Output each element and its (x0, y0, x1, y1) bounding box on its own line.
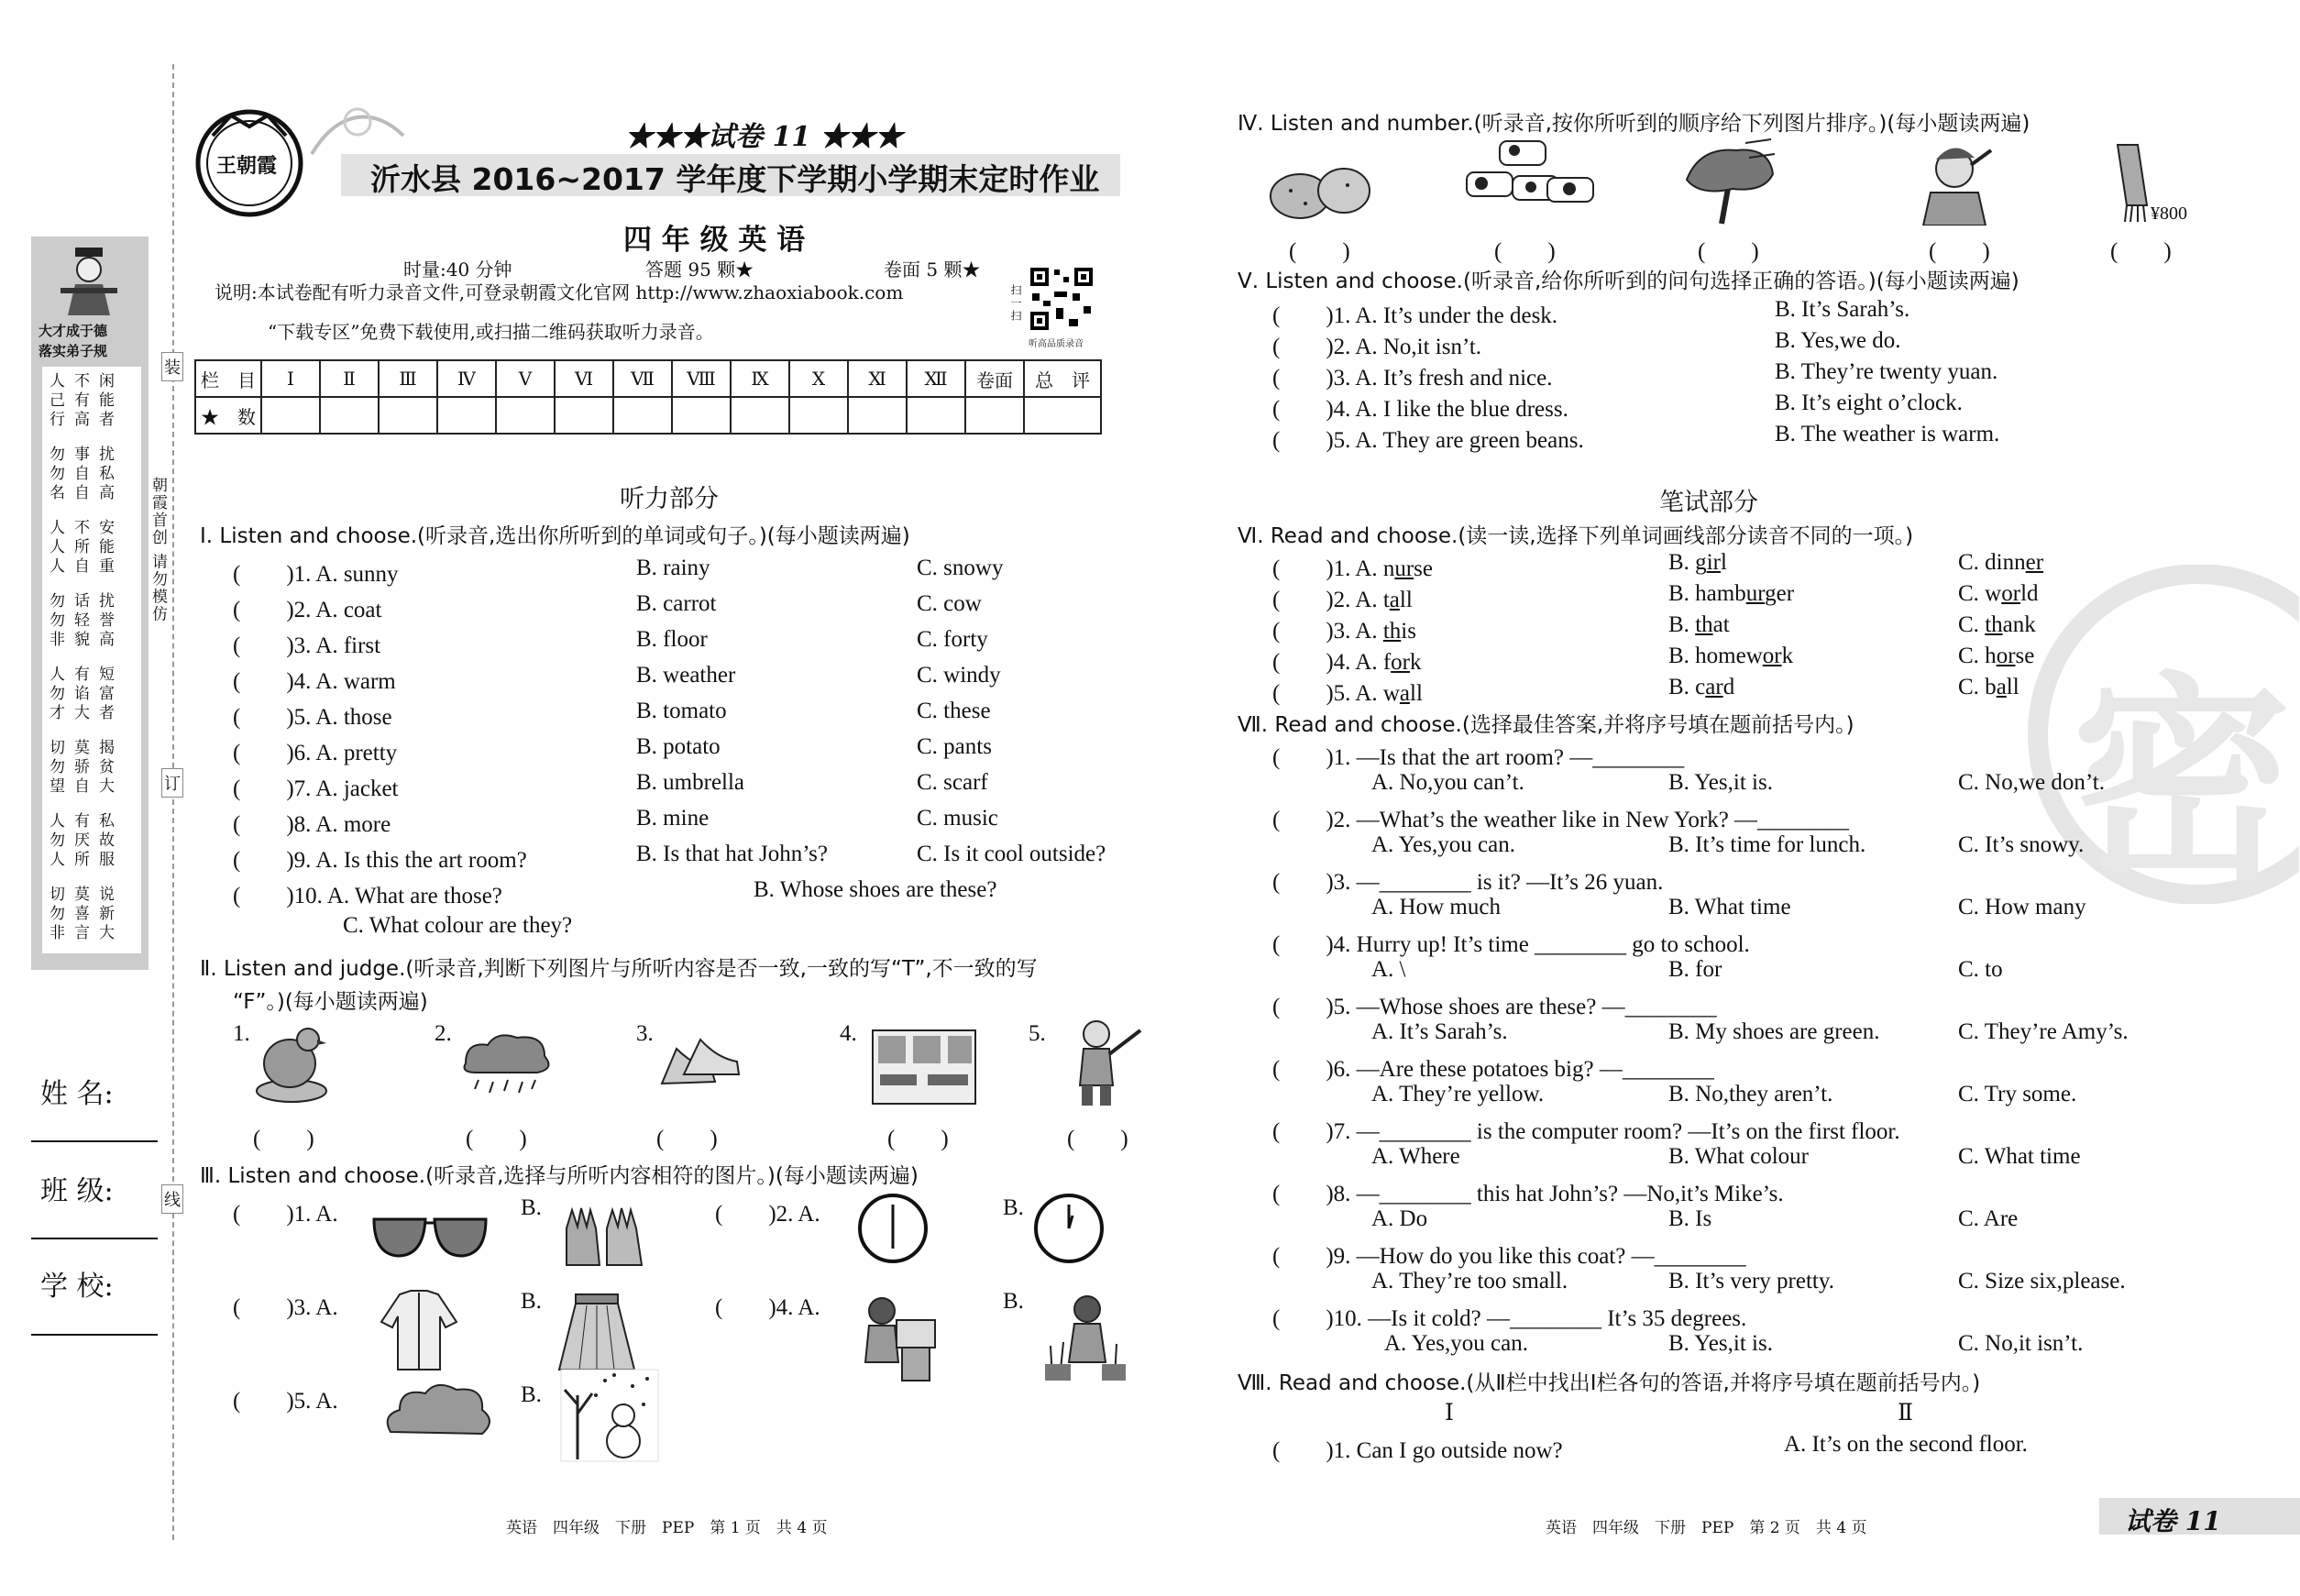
s1-item-7-c: C. scarf (917, 770, 988, 795)
neatness-stars: 卷面 5 颗★ (884, 259, 981, 281)
s1-item-3-b: B. floor (636, 627, 708, 652)
score-col: 卷面 (965, 360, 1024, 397)
s6-5a-under: a (1399, 681, 1410, 706)
s1-item-8-b: B. mine (636, 806, 710, 831)
s6-2c-under: or (2001, 581, 2021, 606)
s5-item-5-a: ( )5. A. They are green beans. (1272, 428, 1584, 453)
s7-q6-c: C. Try some. (1958, 1082, 2077, 1106)
s6-item-5-num: ( )5. A. (1272, 681, 1383, 706)
s6-item-3-num: ( )3. A. (1272, 619, 1383, 644)
s6-4a-pre: f (1382, 650, 1392, 675)
s1-item-9-a: ( )9. A. Is this the art room? (233, 848, 527, 873)
s7-q8-c: C. Are (1958, 1206, 2019, 1231)
score-col: Ⅶ (613, 360, 672, 397)
s1-item-7-a: ( )7. A. jacket (233, 776, 399, 801)
s6-1a-pre: n (1382, 556, 1395, 581)
s1-item-5-c: C. these (917, 699, 991, 723)
s6-item-4-b (1668, 644, 1793, 669)
score-value-row (195, 397, 1101, 434)
s7-q1-a: A. No,you can’t. (1371, 770, 1524, 795)
seal-xian: 线 (161, 1184, 183, 1214)
gloves-picture (559, 1201, 651, 1274)
s4-paren-1[interactable]: ( ) (1289, 239, 1350, 264)
s2-num-4: 4. (840, 1021, 857, 1046)
s6-2c-post: ld (2020, 581, 2039, 606)
s6-item-2-c (1958, 581, 2039, 607)
watermark-text: 密 (2072, 652, 2293, 910)
boy-waving-picture (1063, 1016, 1146, 1111)
score-cell[interactable] (613, 397, 672, 434)
section-5-title: Ⅴ. Listen and choose.(听录音,给你所听到的问句选择正确的答语。)(每小题读两遍) (1238, 270, 2019, 293)
s7-q9-c: C. Size six,please. (1958, 1269, 2126, 1293)
s1-item-4-b: B. weather (636, 663, 736, 688)
score-col: Ⅸ (731, 360, 789, 397)
written-heading: 笔试部分 (1659, 489, 1758, 517)
s6-4a-under: or (1391, 650, 1410, 675)
s6-item-1-c (1958, 550, 2043, 576)
proverb-3: 人不安人所能人自重 (50, 519, 124, 576)
s1-item-6-b: B. potato (636, 734, 721, 759)
s7-q6-a: A. They’re yellow. (1371, 1082, 1545, 1106)
hot-boy-picture (1918, 138, 1997, 229)
s5-item-3-a: ( )3. A. It’s fresh and nice. (1272, 366, 1553, 391)
name-label: 姓 名: (40, 1078, 114, 1110)
s7-q3-b: B. What time (1668, 895, 1791, 919)
score-header-row (195, 360, 1101, 397)
s4-paren-3[interactable]: ( ) (1698, 239, 1759, 264)
subject-title: 四 年 级 英 语 (623, 224, 806, 257)
s7-q1-b: B. Yes,it is. (1668, 770, 1773, 795)
s6-3a-under: th (1382, 619, 1402, 644)
s5-item-1-a: ( )1. A. It’s under the desk. (1272, 303, 1558, 328)
shirt-picture (380, 1289, 458, 1375)
s6-4b-under: or (1762, 644, 1782, 668)
s7-q6-b: B. No,they aren’t. (1668, 1082, 1833, 1106)
s7-q7-c: C. What time (1958, 1144, 2081, 1169)
s6-3c-under: th (1985, 612, 2003, 637)
s1-item-5-b: B. tomato (636, 699, 727, 723)
s8-q1: ( )1. Can I go outside now? (1272, 1438, 1563, 1463)
s1-item-4-a: ( )4. A. warm (233, 669, 396, 694)
s1-item-4-c: C. windy (917, 663, 1001, 688)
school-label: 学 校: (40, 1271, 114, 1303)
s7-q10: ( )10. —Is it cold? —________ It’s 35 degrees. (1272, 1306, 1747, 1331)
score-col: Ⅱ (320, 360, 379, 397)
section-2-title-line-2: “F”。)(每小题读两遍) (233, 990, 428, 1014)
s6-2a-pre: t (1382, 588, 1390, 612)
s7-q8-b: B. Is (1668, 1206, 1712, 1231)
s6-item-3-c (1958, 612, 2036, 638)
s3-item-4-a: ( )4. A. (715, 1295, 820, 1320)
s6-2b-under: ur (1745, 581, 1766, 606)
s7-q3-c: C. How many (1958, 895, 2086, 919)
s6-item-3-a (1272, 612, 1416, 645)
s6-2a-under: a (1389, 588, 1400, 612)
proverb-1: 人不闲己有能行高者 (50, 372, 124, 429)
s7-q3-a: A. How much (1371, 895, 1501, 919)
rain-cloud-picture (457, 1029, 557, 1106)
clock-b-picture (1032, 1192, 1106, 1269)
s5-item-4-b: B. It’s eight o’clock. (1775, 391, 1963, 415)
score-cell[interactable] (320, 397, 379, 434)
score-cell[interactable] (496, 397, 555, 434)
score-col: Ⅰ (261, 360, 320, 397)
score-cell[interactable] (261, 397, 320, 434)
s5-item-1-b: B. It’s Sarah’s. (1775, 297, 1910, 322)
s1-item-6-a: ( )6. A. pretty (233, 741, 398, 765)
s1-item-2-a: ( )2. A. coat (233, 598, 382, 622)
side-note: 朝霞首创 请勿模仿 (149, 477, 167, 623)
s7-q7-a: A. Where (1371, 1144, 1460, 1169)
skirt-picture (556, 1293, 638, 1375)
footer-exam-tag: 试卷 11 (2125, 1506, 2221, 1536)
proverb-7: 人有私勿厌故人所服 (50, 812, 124, 869)
section-7-title: Ⅶ. Read and choose.(选择最佳答案,并将序号填在题前括号内。) (1238, 713, 1854, 737)
score-col: Ⅷ (672, 360, 731, 397)
score-col: Ⅴ (496, 360, 555, 397)
score-col: 总 评 (1024, 360, 1101, 397)
s7-q2-a: A. Yes,you can. (1371, 832, 1515, 857)
hen-picture (253, 1018, 330, 1109)
time-info: 时量:40 分钟 (403, 259, 512, 281)
s6-item-2-b (1668, 581, 1794, 607)
s1-item-9-b: B. Is that hat John’s? (636, 842, 829, 866)
s6-5b-under: ar (1705, 675, 1723, 699)
s4-paren-5[interactable]: ( ) (2110, 239, 2172, 264)
s6-4c-pre: C. h (1958, 644, 1997, 668)
name-field[interactable] (31, 1140, 158, 1142)
s8-col-1-header: Ⅰ (1445, 1401, 1454, 1425)
s6-5b-pre: B. c (1668, 675, 1706, 699)
s1-item-3-a: ( )3. A. first (233, 633, 381, 658)
windy-tree-picture (1681, 138, 1777, 229)
s3-item-1-b: B. (521, 1195, 542, 1220)
s6-item-1-a (1272, 550, 1433, 583)
classroom-picture (871, 1029, 977, 1109)
s3-item-3-b: B. (521, 1289, 542, 1314)
s6-5a-post: ll (1410, 681, 1423, 706)
score-col-label: 栏 目 (195, 360, 261, 397)
s6-3c-pre: C. (1958, 612, 1986, 637)
s6-5c-under: a (1996, 675, 2007, 699)
s1-item-2-b: B. carrot (636, 591, 717, 616)
s1-item-3-c: C. forty (917, 627, 988, 652)
s7-q9: ( )9. —How do you like this coat? —________ (1272, 1244, 1746, 1269)
s6-2c-pre: C. w (1958, 581, 2002, 606)
s1-item-8-a: ( )8. A. more (233, 812, 391, 837)
s7-q6: ( )6. —Are these potatoes big? —________ (1272, 1057, 1714, 1082)
s7-q4-b: B. for (1668, 957, 1722, 982)
s6-item-3-b (1668, 612, 1730, 638)
s1-item-1-b: B. rainy (636, 556, 710, 580)
s7-q5-c: C. They’re Amy’s. (1958, 1019, 2129, 1044)
score-col: Ⅺ (848, 360, 907, 397)
qr-code[interactable] (1029, 266, 1095, 332)
potatoes-picture (1269, 163, 1371, 226)
s2-paren-2[interactable]: ( ) (466, 1127, 527, 1151)
s6-4a-post: k (1409, 650, 1422, 675)
scholar-figure (57, 244, 121, 317)
s7-q9-b: B. It’s very pretty. (1668, 1269, 1834, 1293)
s6-4c-under: or (1996, 644, 2016, 668)
s2-paren-4[interactable]: ( ) (887, 1127, 949, 1151)
s7-q9-a: A. They’re too small. (1371, 1269, 1568, 1293)
motto-panel (31, 237, 149, 970)
s6-5c-pre: C. b (1958, 675, 1997, 699)
s5-item-5-b: B. The weather is warm. (1775, 422, 2000, 446)
s6-3c-post: ank (2002, 612, 2036, 637)
class-label: 班 级: (40, 1175, 114, 1207)
s6-1a-post: se (1414, 556, 1433, 581)
score-col: Ⅲ (379, 360, 437, 397)
proverb-2: 勿事扰勿自私名自高 (50, 446, 124, 502)
binding-line (172, 64, 174, 1540)
s6-4c-post: se (2015, 644, 2035, 668)
exam-number: ★★★试卷 11 ★★★ (625, 121, 903, 153)
s7-q5-a: A. It’s Sarah’s. (1371, 1019, 1508, 1044)
section-3-title: Ⅲ. Listen and choose.(听录音,选择与所听内容相符的图片。)(每小题读两遍) (200, 1164, 919, 1188)
listening-heading: 听力部分 (620, 485, 719, 513)
exam-title: 沂水县 2016~2017 学年度下学期小学期末定时作业 (370, 161, 1100, 197)
s7-q5-b: B. My shoes are green. (1668, 1019, 1880, 1044)
s3-item-1-a: ( )1. A. (233, 1202, 338, 1227)
s1-item-2-c: C. cow (917, 591, 982, 616)
s1-item-10-c: C. What colour are they? (343, 913, 573, 938)
score-row-label: ★ 数 (195, 397, 261, 434)
s6-1c-under: er (2025, 550, 2044, 575)
footer-right: 英语 四年级 下册 PEP 第 2 页 共 4 页 (1546, 1519, 1867, 1537)
s7-q4-c: C. to (1958, 957, 2003, 982)
motto-top: 大才成于德 (39, 323, 108, 339)
s7-q1-c: C. No,we don’t. (1958, 770, 2105, 795)
cows-picture (1463, 136, 1595, 227)
score-table (194, 359, 1102, 435)
s6-1c-pre: C. dinn (1958, 550, 2026, 575)
s3-item-2-a: ( )2. A. (715, 1202, 820, 1227)
s6-2b-pre: B. hamb (1668, 581, 1746, 606)
s6-3a-post: is (1401, 619, 1416, 644)
s1-item-5-a: ( )5. A. those (233, 705, 392, 730)
s6-item-4-c (1958, 644, 2034, 669)
s2-num-1: 1. (233, 1021, 250, 1046)
class-field[interactable] (31, 1238, 158, 1239)
s6-3b-post: at (1712, 612, 1730, 637)
section-4-title: Ⅳ. Listen and number.(听录音,按你所听到的顺序给下列图片排序。)(每小题读两遍) (1238, 112, 2030, 136)
s6-1a-under: ur (1394, 556, 1414, 581)
s7-q1: ( )1. —Is that the art room? —________ (1272, 745, 1685, 770)
s6-2b-post: ger (1765, 581, 1795, 606)
s6-item-4-num: ( )4. A. (1272, 650, 1383, 675)
score-cell[interactable] (672, 397, 731, 434)
s7-q2-b: B. It’s time for lunch. (1668, 832, 1866, 857)
s2-paren-3[interactable]: ( ) (656, 1127, 718, 1151)
s6-5c-post: ll (2006, 675, 2019, 699)
score-col: Ⅵ (555, 360, 613, 397)
proverb-8: 切莫说勿喜新非言大 (50, 886, 124, 942)
s6-item-5-c (1958, 675, 2019, 700)
s6-4b-pre: B. homew (1668, 644, 1763, 668)
question-stars: 答题 95 颗★ (645, 259, 754, 281)
s1-item-6-c: C. pants (917, 734, 992, 759)
high-heels-picture (656, 1029, 744, 1096)
s1-item-10-a: ( )10. A. What are those? (233, 884, 502, 908)
s6-5a-pre: w (1382, 681, 1400, 706)
s3-item-3-a: ( )3. A. (233, 1295, 338, 1320)
s6-1b-under: ir (1706, 550, 1721, 575)
clock-a-picture (856, 1192, 930, 1269)
snowman-picture (559, 1368, 660, 1467)
instruction-line-2: “下载专区”免费下载使用,或扫描二维码获取听力录音。 (268, 321, 714, 343)
s7-q8: ( )8. —________ this hat John’s? —No,it’s Mike’s. (1272, 1182, 1784, 1206)
s7-q7-b: B. What colour (1668, 1144, 1809, 1169)
s6-item-4-a (1272, 644, 1421, 677)
s7-q2-c: C. It’s snowy. (1958, 832, 2085, 857)
s7-q10-a: A. Yes,you can. (1384, 1331, 1528, 1356)
s1-item-10-b: B. Whose shoes are these? (754, 877, 997, 902)
proverb-6: 切莫揭勿骄贫望自大 (50, 739, 124, 796)
s2-num-5: 5. (1029, 1021, 1046, 1046)
logo-text: 王朝霞 (216, 154, 278, 178)
score-cell[interactable] (965, 397, 1024, 434)
proverb-5: 人有短勿谄富才大者 (50, 666, 124, 722)
s7-q8-a: A. Do (1371, 1206, 1428, 1231)
s1-item-7-b: B. umbrella (636, 770, 745, 795)
school-field[interactable] (31, 1334, 158, 1336)
s1-item-1-c: C. snowy (917, 556, 1004, 580)
instruction-line-1: 说明:本试卷配有听力录音文件,可登录朝霞文化官网 http://www.zhaoxiabook.com (215, 281, 904, 303)
s7-q2: ( )2. —What’s the weather like in New York? —________ (1272, 808, 1850, 832)
scarf-picture (2110, 141, 2152, 229)
s6-1b-post: l (1720, 550, 1727, 575)
proverb-4: 勿话扰勿轻誉非貌高 (50, 592, 124, 649)
s7-q4-a: A. \ (1371, 957, 1406, 982)
s4-paren-2[interactable]: ( ) (1494, 239, 1556, 264)
score-col: Ⅹ (789, 360, 848, 397)
s3-item-5-b: B. (521, 1382, 542, 1407)
score-cell[interactable] (437, 397, 496, 434)
seal-zhuang: 装 (161, 352, 183, 381)
s6-item-2-num: ( )2. A. (1272, 588, 1383, 612)
s6-3b-pre: B. (1668, 612, 1696, 637)
s8-col-2-header: Ⅱ (1898, 1401, 1913, 1425)
s7-q5: ( )5. —Whose shoes are these? —________ (1272, 995, 1717, 1019)
s3-item-2-b: B. (1003, 1195, 1024, 1220)
score-cell[interactable] (731, 397, 789, 434)
section-2-title-line-1: Ⅱ. Listen and judge.(听录音,判断下列图片与所听内容是否一致,一致的写“T”,不一致的写 (200, 957, 1038, 981)
score-cell[interactable] (907, 397, 965, 434)
s2-paren-1[interactable]: ( ) (253, 1127, 314, 1151)
s4-paren-4[interactable]: ( ) (1929, 239, 1990, 264)
s6-item-1-num: ( )1. A. (1272, 556, 1383, 581)
s6-2a-post: ll (1399, 588, 1413, 612)
sunglasses-picture (370, 1210, 490, 1265)
price-tag: ¥800 (2151, 204, 2187, 224)
s5-item-3-b: B. They’re twenty yuan. (1775, 359, 1998, 384)
score-cell[interactable] (789, 397, 848, 434)
footer-left: 英语 四年级 下册 PEP 第 1 页 共 4 页 (506, 1519, 828, 1537)
s6-3b-under: th (1695, 612, 1713, 637)
s7-q3: ( )3. —________ is it? —It’s 26 yuan. (1272, 870, 1664, 895)
s6-item-5-a (1272, 675, 1423, 708)
score-col: Ⅻ (907, 360, 965, 397)
s7-q10-b: B. Yes,it is. (1668, 1331, 1773, 1356)
s1-item-1-a: ( )1. A. sunny (233, 562, 399, 587)
qr-side-label: 扫一扫 (1009, 284, 1022, 323)
score-cell[interactable] (848, 397, 907, 434)
score-cell[interactable] (379, 397, 437, 434)
qr-caption: 听高品质录音 (1029, 339, 1084, 349)
s6-item-2-a (1272, 581, 1413, 614)
cloud-picture (381, 1379, 497, 1448)
section-1-title: Ⅰ. Listen and choose.(听录音,选出你所听到的单词或句子。)(每小题读两遍) (200, 524, 910, 548)
s2-paren-5[interactable]: ( ) (1067, 1127, 1128, 1151)
s7-q7: ( )7. —________ is the computer room? —It’s on the first floor. (1272, 1119, 1900, 1144)
section-6-title: Ⅵ. Read and choose.(读一读,选择下列单词画线部分读音不同的一项。) (1238, 524, 1914, 548)
s5-item-2-a: ( )2. A. No,it isn’t. (1272, 335, 1482, 359)
s2-num-2: 2. (435, 1021, 452, 1046)
s1-item-9-c: C. Is it cool outside? (917, 842, 1106, 866)
s3-item-5-a: ( )5. A. (233, 1389, 338, 1414)
motto-top-2: 落实弟子规 (39, 343, 108, 359)
s6-4b-post: k (1781, 644, 1794, 668)
s7-q10-c: C. No,it isn’t. (1958, 1331, 2084, 1356)
s8-a1: A. It’s on the second floor. (1784, 1432, 2028, 1457)
s2-num-3: 3. (636, 1021, 654, 1046)
s6-1b-pre: B. g (1668, 550, 1707, 575)
s1-item-8-c: C. music (917, 806, 998, 831)
seal-ding: 订 (161, 768, 183, 798)
girl-at-desk-picture (854, 1293, 939, 1386)
score-col: Ⅳ (437, 360, 496, 397)
score-cell[interactable] (1024, 397, 1101, 434)
girl-with-flowers-picture (1041, 1291, 1128, 1386)
s6-item-5-b (1668, 675, 1734, 700)
s3-item-4-b: B. (1003, 1289, 1024, 1314)
section-8-title: Ⅷ. Read and choose.(从Ⅱ栏中找出Ⅰ栏各句的答语,并将序号填在题前括号内。) (1238, 1371, 1981, 1395)
s6-5b-post: d (1722, 675, 1735, 699)
score-cell[interactable] (555, 397, 613, 434)
s5-item-4-a: ( )4. A. I like the blue dress. (1272, 397, 1568, 422)
s5-item-2-b: B. Yes,we do. (1775, 328, 1901, 353)
s6-item-1-b (1668, 550, 1727, 576)
s7-q4: ( )4. Hurry up! It’s time ________ go to school. (1272, 932, 1750, 957)
